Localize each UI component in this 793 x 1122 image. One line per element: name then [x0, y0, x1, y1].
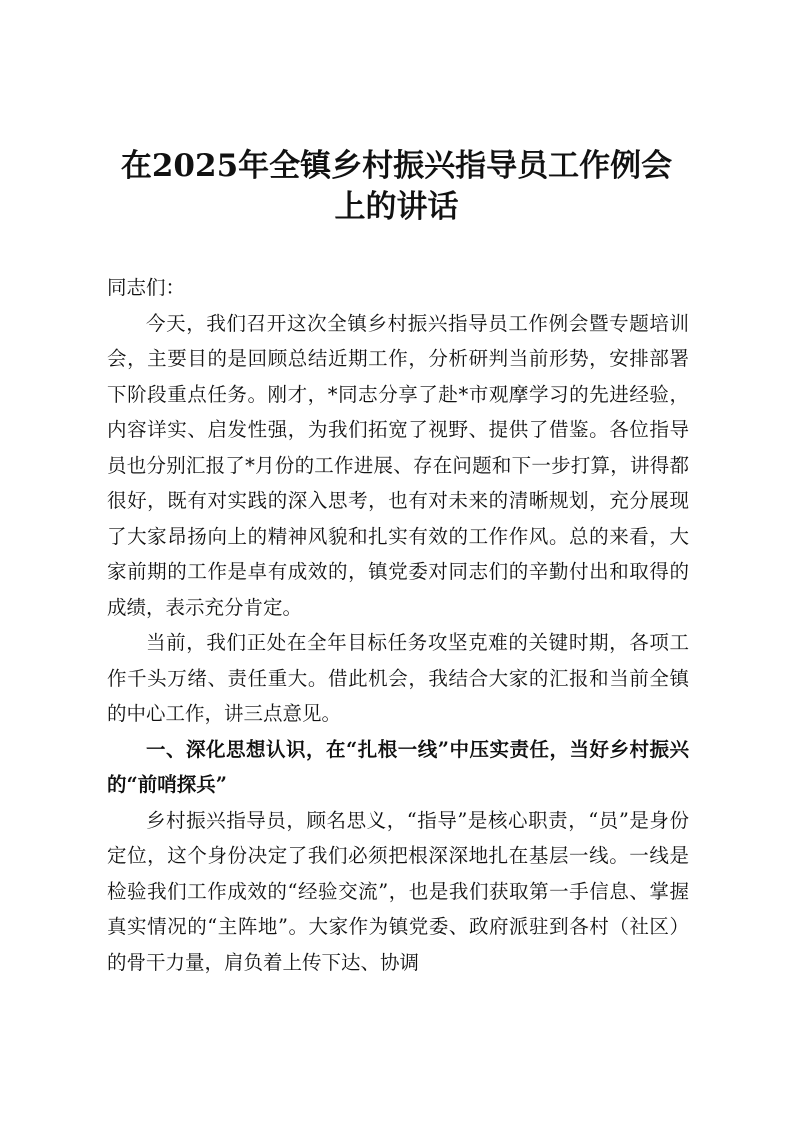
- document-body: [107, 270, 689, 980]
- paragraph-current-situation: 当前，我们正处在全年目标任务攻坚克难的关键时期，各项工作千头万绪、责任重大。借此机会，我结合大家的汇报和当前全镇的中心工作，讲三点意见。: [107, 631, 689, 725]
- section-1-heading: 一、深化思想认识，在“扎根一线”中压实责任，当好乡村振兴的“前哨探兵”: [107, 737, 689, 796]
- section-1-paragraph: 乡村振兴指导员，顾名思义，“指导”是核心职责，“员”是身份定位，这个身份决定了我们必须把根深深地扎在基层一线。一线是检验我们工作成效的“经验交流”，也是我们获取第一手信息、掌握真实情况的“主阵地”。大家作为镇党委、政府派驻到各村（社区）的骨干力量，肩负着上传下达、协调: [107, 808, 689, 974]
- title-line-2: 上的讲话: [334, 189, 459, 225]
- salutation: 同志们：: [107, 276, 186, 299]
- document-title: [90, 146, 703, 228]
- paragraph-opening: 今天，我们召开这次全镇乡村振兴指导员工作例会暨专题培训会，主要目的是回顾总结近期工作，分析研判当前形势，安排部署下阶段重点任务。刚才，*同志分享了赴*市观摩学习的先进经验，内容详实、启发性强，为我们拓宽了视野、提供了借鉴。各位指导员也分别汇报了*月份的工作进展、存在问题和下一步打算，讲得都很好，既有对实践的深入思考，也有对未来的清晰规划，充分展现了大家昂扬向上的精神风貌和扎实有效的工作作风。总的来看，大家前期的工作是卓有成效的，镇党委对同志们的辛勤付出和取得的成绩，表示充分肯定。: [107, 311, 689, 619]
- title-line-1: 在2025年全镇乡村振兴指导员工作例会: [120, 148, 673, 184]
